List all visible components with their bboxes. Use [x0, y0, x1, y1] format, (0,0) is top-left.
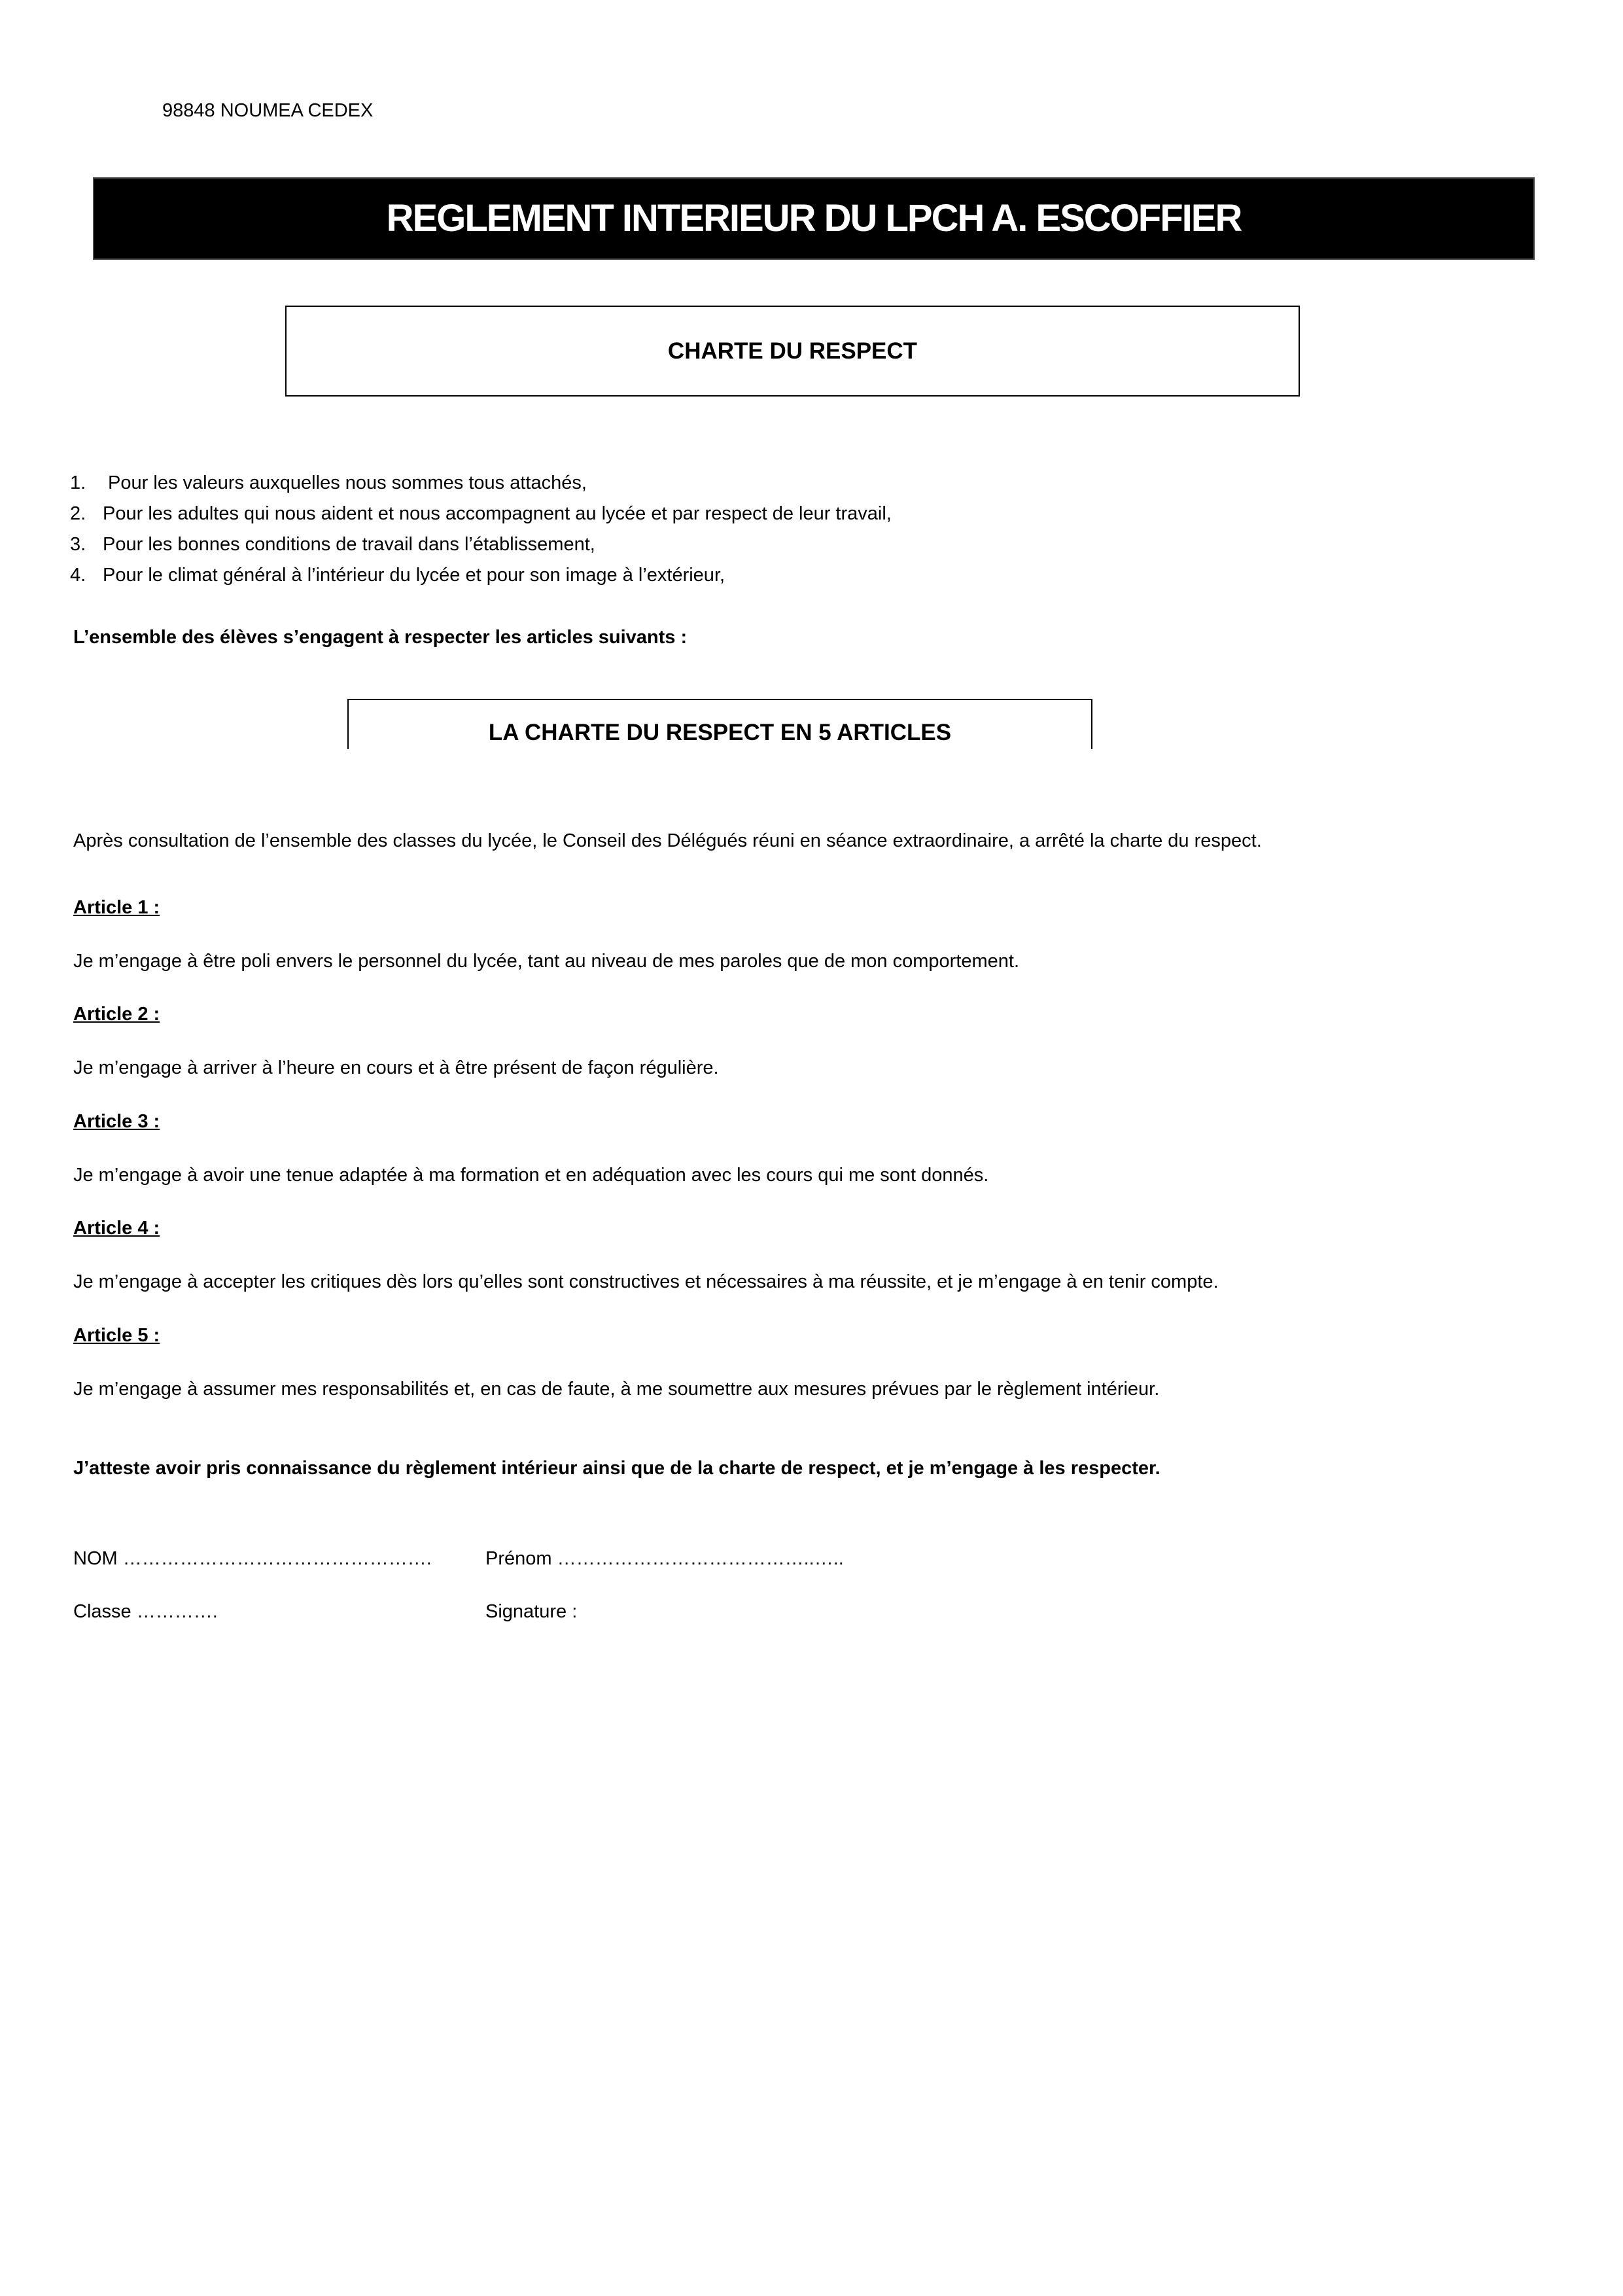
article-1-title: Article 1 : — [73, 897, 160, 918]
title-banner — [93, 177, 1535, 260]
article-5-text: Je m’engage à assumer mes responsabilités et, en cas de faute, à me soumettre aux mesures prévues par le règlement intérieur. — [73, 1379, 1160, 1400]
prenom-field[interactable]: Prénom …………………………………..….. — [485, 1548, 844, 1569]
list-number: 1. — [70, 472, 86, 493]
articles-heading-box — [347, 699, 1092, 749]
attestation: J’atteste avoir pris connaissance du règlement intérieur ainsi que de la charte de respect, et je m’engage à les respecter. — [73, 1458, 1161, 1479]
list-number: 2. — [70, 503, 86, 524]
charter-heading: CHARTE DU RESPECT — [667, 338, 918, 364]
list-item — [70, 533, 595, 556]
list-text: Pour les valeurs auxquelles nous sommes tous attachés, — [103, 472, 587, 493]
article-3-title: Article 3 : — [73, 1111, 160, 1132]
articles-heading: LA CHARTE DU RESPECT EN 5 ARTICLES — [488, 720, 952, 745]
article-2-text: Je m’engage à arriver à l’heure en cours et à être présent de façon régulière. — [73, 1057, 719, 1078]
nom-field[interactable]: NOM …………………………………………. — [73, 1548, 432, 1569]
charter-heading-box — [285, 306, 1300, 397]
list-text: Pour les adultes qui nous aident et nous accompagnent au lycée et par respect de leur travail, — [103, 503, 892, 524]
list-number: 3. — [70, 534, 86, 555]
classe-field[interactable]: Classe …………. — [73, 1601, 218, 1622]
article-2-title: Article 2 : — [73, 1004, 160, 1025]
article-4-text: Je m’engage à accepter les critiques dès lors qu’elles sont constructives et nécessaires à ma réussite, et je m’engage à en tenir compte. — [73, 1271, 1219, 1292]
address: 98848 NOUMEA CEDEX — [162, 100, 374, 121]
article-1-text: Je m’engage à être poli envers le personnel du lycée, tant au niveau de mes paroles que de mon comportement. — [73, 951, 1020, 972]
list-item — [70, 503, 892, 525]
list-item — [70, 564, 725, 587]
list-text: Pour les bonnes conditions de travail dans l’établissement, — [103, 534, 595, 555]
article-4-title: Article 4 : — [73, 1218, 160, 1239]
consultation-paragraph: Après consultation de l’ensemble des classes du lycée, le Conseil des Délégués réuni en séance extraordinaire, a arrêté la charte du respect. — [73, 830, 1262, 851]
article-5-title: Article 5 : — [73, 1325, 160, 1346]
page-title: REGLEMENT INTERIEUR DU LPCH A. ESCOFFIER — [386, 197, 1242, 240]
commitment-intro: L’ensemble des élèves s’engagent à respecter les articles suivants : — [73, 627, 688, 648]
list-item — [70, 472, 587, 495]
article-3-text: Je m’engage à avoir une tenue adaptée à ma formation et en adéquation avec les cours qui me sont donnés. — [73, 1165, 989, 1186]
signature-field[interactable]: Signature : — [485, 1601, 578, 1622]
list-text: Pour le climat général à l’intérieur du lycée et pour son image à l’extérieur, — [103, 565, 725, 586]
list-number: 4. — [70, 565, 86, 586]
